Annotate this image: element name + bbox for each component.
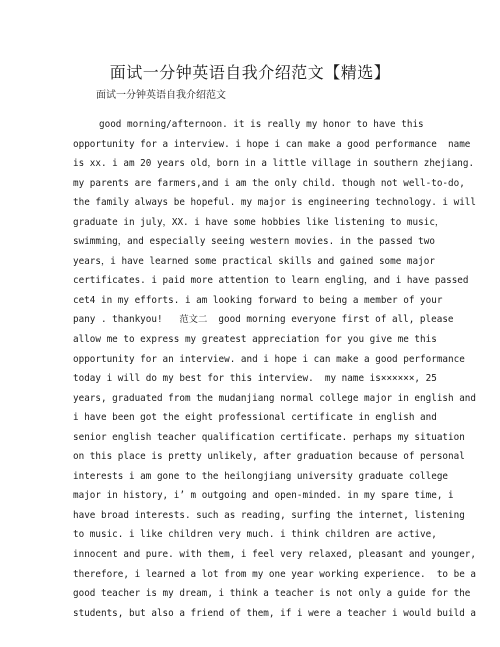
body-text-line: my parents are farmers,and i am the only child. though not well-to-do, <box>73 177 465 189</box>
body-text-line: on this place is pretty unlikely, after graduation because of personal <box>73 451 465 463</box>
body-text-line: years, graduated from the mudanjiang normal college major in english and <box>73 392 476 404</box>
body-text-line: i have been got the eight professional certificate in english and <box>73 412 437 424</box>
body-text-line: allow me to express my greatest appreciation for you give me this <box>73 334 437 346</box>
body-text-line: cet4 in my efforts. i am looking forward to being a member of your <box>73 294 443 306</box>
body-text-line: years，i have learned some practical skills and gained some major <box>73 255 435 267</box>
body-text-line: is xx. i am 20 years old，born in a little village in southern zhejiang. <box>73 158 475 170</box>
body-text-line: swimming，and especially seeing western movies. in the passed two <box>73 236 435 248</box>
document-title: 面试一分钟英语自我介绍范文【精选】 <box>109 63 391 82</box>
body-text-line: innocent and pure. with them, i feel very relaxed, pleasant and younger, <box>73 549 476 561</box>
body-text-line: students, but also a friend of them, if i were a teacher i would build a <box>73 607 476 619</box>
body-text-line: today i will do my best for this interview. my name is××××××, 25 <box>73 373 437 385</box>
body-text-line: opportunity for a interview. i hope i can make a good performance name <box>73 138 471 150</box>
body-text-line: interests i am gone to the heilongjiang university graduate college <box>73 470 449 482</box>
body-text-line: certificates. i paid more attention to learn engling，and i have passed <box>73 275 469 287</box>
body-text-line: the family always be hopeful. my major is engineering technology. i will <box>73 197 476 209</box>
body-text-line: pany . thankyou! 范文二 good morning everyone first of all, please <box>73 314 454 326</box>
body-text-line: good teacher is my dream, i think a teacher is not only a guide for the <box>73 588 471 600</box>
body-text-line: to music. i like children very much. i think children are active, <box>73 529 437 541</box>
body-text-line: major in history, i’ m outgoing and open-minded. in my spare time, i <box>73 490 454 502</box>
body-text-line: good morning/afternoon. it is really my honor to have this <box>99 119 424 130</box>
document-subtitle: 面试一分钟英语自我介绍范文 <box>96 90 226 101</box>
body-text-line: have broad interests. such as reading, surfing the internet, listening <box>73 509 465 521</box>
body-text-line: senior english teacher qualification certificate. perhaps my situation <box>73 431 465 443</box>
body-text-line: opportunity for an interview. and i hope i can make a good performance <box>73 353 465 365</box>
body-text-line: graduate in july，XX. i have some hobbies like listening to music， <box>73 216 445 228</box>
body-text-line: therefore, i learned a lot from my one year working experience. to be a <box>73 568 476 580</box>
document-body <box>73 115 476 623</box>
